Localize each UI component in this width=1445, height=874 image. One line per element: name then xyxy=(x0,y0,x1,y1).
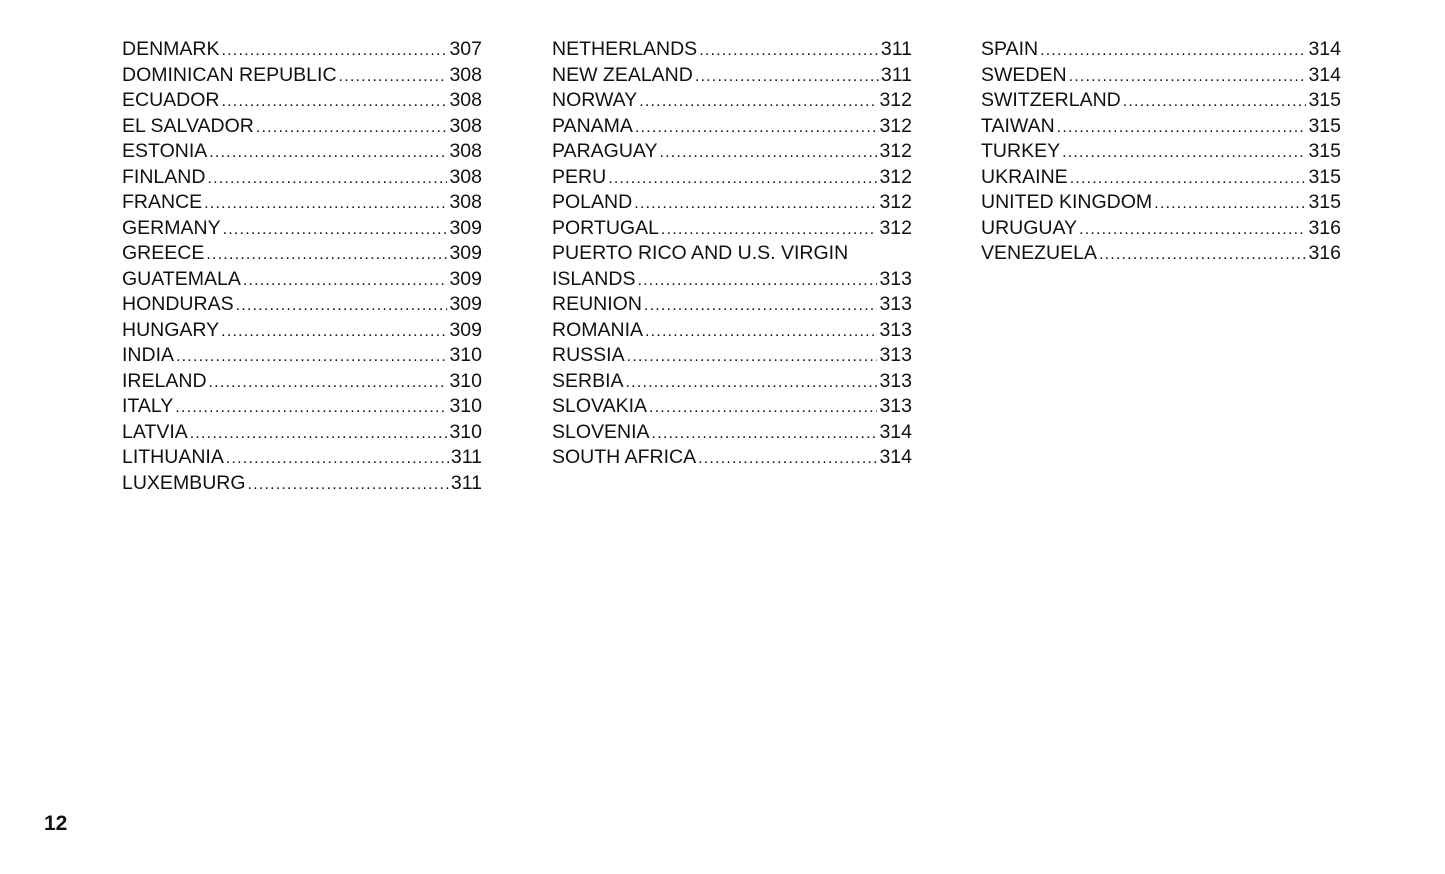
entry-page-number: 313 xyxy=(879,267,912,290)
dot-leader xyxy=(243,268,448,294)
index-entry xyxy=(122,343,482,369)
entry-name: PORTUGAL xyxy=(552,216,659,239)
index-entry xyxy=(122,139,482,165)
index-entry xyxy=(122,241,482,267)
index-entry xyxy=(122,37,482,63)
entry-name: SWITZERLAND xyxy=(981,89,1121,111)
index-entry xyxy=(981,88,1341,114)
entry-name: IRELAND xyxy=(122,369,207,392)
entry-page-number: 309 xyxy=(449,293,482,315)
dot-leader xyxy=(1079,217,1306,243)
index-entry xyxy=(122,190,482,216)
entry-page-number: 314 xyxy=(879,446,912,468)
dot-leader xyxy=(226,446,449,472)
entry-name: SLOVENIA xyxy=(552,420,650,443)
entry-name: ISLANDS xyxy=(552,267,636,290)
dot-leader xyxy=(661,217,878,243)
entry-page-number: 308 xyxy=(449,63,482,86)
dot-leader xyxy=(1123,89,1307,115)
entry-name: NEW ZEALAND xyxy=(552,63,693,86)
entry-name: LITHUANIA xyxy=(122,446,224,468)
index-entry xyxy=(981,37,1341,63)
entry-page-number: 312 xyxy=(879,89,912,111)
entry-name: LUXEMBURG xyxy=(122,471,246,494)
dot-leader xyxy=(699,38,879,64)
entry-name: SERBIA xyxy=(552,369,624,392)
dot-leader xyxy=(1069,64,1307,90)
dot-leader xyxy=(222,89,448,115)
index-entry xyxy=(552,318,912,344)
entry-name: ESTONIA xyxy=(122,140,208,162)
entry-name: POLAND xyxy=(552,191,633,213)
entry-page-number: 308 xyxy=(449,140,482,162)
entry-name: FRANCE xyxy=(122,191,203,213)
dot-leader xyxy=(339,64,448,90)
entry-name: INDIA xyxy=(122,344,175,366)
dot-leader xyxy=(645,319,877,345)
entry-name: SOUTH AFRICA xyxy=(552,446,697,468)
index-entry xyxy=(552,292,912,318)
entry-name: NORWAY xyxy=(552,89,638,111)
dot-leader xyxy=(176,344,447,370)
entry-name: PARAGUAY xyxy=(552,140,658,162)
index-entry xyxy=(552,420,912,446)
index-entry xyxy=(981,114,1341,140)
entry-name: ITALY xyxy=(122,395,174,417)
index-entry xyxy=(552,267,912,293)
index-entry xyxy=(552,88,912,114)
entry-page-number: 315 xyxy=(1308,89,1341,111)
entry-page-number: 311 xyxy=(880,63,912,86)
index-entry xyxy=(552,369,912,395)
dot-leader xyxy=(635,115,878,141)
index-entry xyxy=(981,165,1341,191)
entry-name: TURKEY xyxy=(981,140,1061,162)
entry-page-number: 308 xyxy=(449,165,482,188)
dot-leader xyxy=(1040,38,1306,64)
index-entry xyxy=(122,420,482,446)
entry-name: DOMINICAN REPUBLIC xyxy=(122,63,337,86)
entry-page-number: 312 xyxy=(879,191,912,213)
entry-page-number: 315 xyxy=(1308,191,1341,213)
index-entry xyxy=(122,369,482,395)
dot-leader xyxy=(175,395,447,421)
index-entry xyxy=(122,471,482,497)
index-entry xyxy=(552,165,912,191)
index-entry xyxy=(552,445,912,471)
entry-name: HONDURAS xyxy=(122,293,234,315)
index-entry xyxy=(552,37,912,63)
entry-name: GUATEMALA xyxy=(122,267,241,290)
index-entry xyxy=(122,445,482,471)
entry-page-number: 307 xyxy=(449,38,482,60)
dot-leader xyxy=(626,370,878,396)
entry-name: ROMANIA xyxy=(552,318,644,341)
entry-name: HUNGARY xyxy=(122,318,220,341)
index-entry xyxy=(552,343,912,369)
dot-leader xyxy=(649,395,877,421)
index-entry xyxy=(552,241,912,267)
entry-name: SWEDEN xyxy=(981,63,1067,86)
entry-page-number: 313 xyxy=(879,293,912,315)
index-entry xyxy=(122,292,482,318)
index-entry xyxy=(552,114,912,140)
index-entry xyxy=(552,63,912,89)
entry-page-number: 316 xyxy=(1308,242,1341,264)
entry-page-number: 314 xyxy=(1308,38,1341,60)
dot-leader xyxy=(190,421,448,447)
entry-name: PANAMA xyxy=(552,114,633,137)
index-entry xyxy=(552,394,912,420)
dot-leader xyxy=(652,421,878,447)
dot-leader xyxy=(659,140,877,166)
index-entry xyxy=(552,216,912,242)
dot-leader xyxy=(206,242,447,268)
dot-leader xyxy=(627,344,878,370)
dot-leader xyxy=(1154,191,1306,217)
dot-leader xyxy=(695,64,879,90)
index-entry xyxy=(122,216,482,242)
entry-page-number: 309 xyxy=(449,267,482,290)
index-entry xyxy=(122,63,482,89)
dot-leader xyxy=(1057,115,1307,141)
dot-leader xyxy=(209,370,448,396)
dot-leader xyxy=(1062,140,1306,166)
index-entry xyxy=(981,241,1341,267)
index-entry xyxy=(981,216,1341,242)
dot-leader xyxy=(204,191,447,217)
dot-leader xyxy=(248,472,449,498)
entry-page-number: 313 xyxy=(879,318,912,341)
dot-leader xyxy=(222,38,448,64)
entry-name: TAIWAN xyxy=(981,114,1055,137)
entry-page-number: 315 xyxy=(1308,165,1341,188)
entry-name: SLOVAKIA xyxy=(552,395,648,417)
entry-name: GERMANY xyxy=(122,216,221,239)
dot-leader xyxy=(1099,242,1307,268)
entry-page-number: 308 xyxy=(449,114,482,137)
entry-name: URUGUAY xyxy=(981,216,1078,239)
dot-leader xyxy=(637,268,877,294)
entry-page-number: 312 xyxy=(879,140,912,162)
entry-page-number: 309 xyxy=(449,242,482,264)
entry-name: NETHERLANDS xyxy=(552,38,698,60)
entry-page-number: 313 xyxy=(879,344,912,366)
entry-name: ECUADOR xyxy=(122,89,220,111)
entry-name: PUERTO RICO AND U.S. VIRGIN xyxy=(552,242,849,264)
entry-page-number: 315 xyxy=(1308,114,1341,137)
entry-page-number: 308 xyxy=(449,191,482,213)
index-column-1 xyxy=(122,37,482,496)
entry-name: RUSSIA xyxy=(552,344,625,366)
dot-leader xyxy=(209,140,447,166)
entry-page-number: 310 xyxy=(449,420,482,443)
dot-leader xyxy=(644,293,878,319)
index-entry xyxy=(981,190,1341,216)
entry-page-number: 311 xyxy=(450,471,482,494)
entry-page-number: 314 xyxy=(1308,63,1341,86)
entry-page-number: 310 xyxy=(449,344,482,366)
entry-page-number: 310 xyxy=(449,395,482,417)
index-entry xyxy=(981,139,1341,165)
index-entry xyxy=(122,114,482,140)
entry-name: LATVIA xyxy=(122,420,188,443)
dot-leader xyxy=(634,191,877,217)
entry-name: UNITED KINGDOM xyxy=(981,191,1153,213)
entry-name: REUNION xyxy=(552,293,642,315)
index-column-3 xyxy=(981,37,1341,267)
entry-page-number: 316 xyxy=(1308,216,1341,239)
index-entry xyxy=(552,139,912,165)
entry-page-number: 312 xyxy=(879,114,912,137)
index-entry xyxy=(122,318,482,344)
index-entry xyxy=(981,63,1341,89)
entry-name: SPAIN xyxy=(981,38,1039,60)
entry-name: GREECE xyxy=(122,242,205,264)
dot-leader xyxy=(1070,166,1307,192)
entry-page-number: 315 xyxy=(1308,140,1341,162)
page-number: 12 xyxy=(44,812,68,835)
entry-page-number: 311 xyxy=(880,38,912,60)
entry-page-number: 311 xyxy=(450,446,482,468)
entry-name: UKRAINE xyxy=(981,165,1068,188)
dot-leader xyxy=(223,217,448,243)
entry-page-number: 309 xyxy=(449,216,482,239)
entry-page-number: 313 xyxy=(879,369,912,392)
entry-name: DENMARK xyxy=(122,38,220,60)
index-entry xyxy=(122,165,482,191)
entry-page-number: 308 xyxy=(449,89,482,111)
dot-leader xyxy=(608,166,877,192)
dot-leader xyxy=(256,115,448,141)
entry-page-number: 309 xyxy=(449,318,482,341)
index-column-2 xyxy=(552,37,912,471)
entry-name: PERU xyxy=(552,165,607,188)
index-entry xyxy=(122,267,482,293)
dot-leader xyxy=(236,293,448,319)
entry-page-number: 312 xyxy=(879,216,912,239)
index-entry xyxy=(122,88,482,114)
index-entry xyxy=(552,190,912,216)
entry-page-number: 312 xyxy=(879,165,912,188)
dot-leader xyxy=(221,319,447,345)
entry-page-number: 314 xyxy=(879,420,912,443)
entry-page-number: 310 xyxy=(449,369,482,392)
entry-name: VENEZUELA xyxy=(981,242,1097,264)
dot-leader xyxy=(698,446,877,472)
entry-name: FINLAND xyxy=(122,165,206,188)
entry-page-number: 313 xyxy=(879,395,912,417)
index-entry xyxy=(122,394,482,420)
entry-name: EL SALVADOR xyxy=(122,114,254,137)
dot-leader xyxy=(207,166,447,192)
dot-leader xyxy=(639,89,877,115)
